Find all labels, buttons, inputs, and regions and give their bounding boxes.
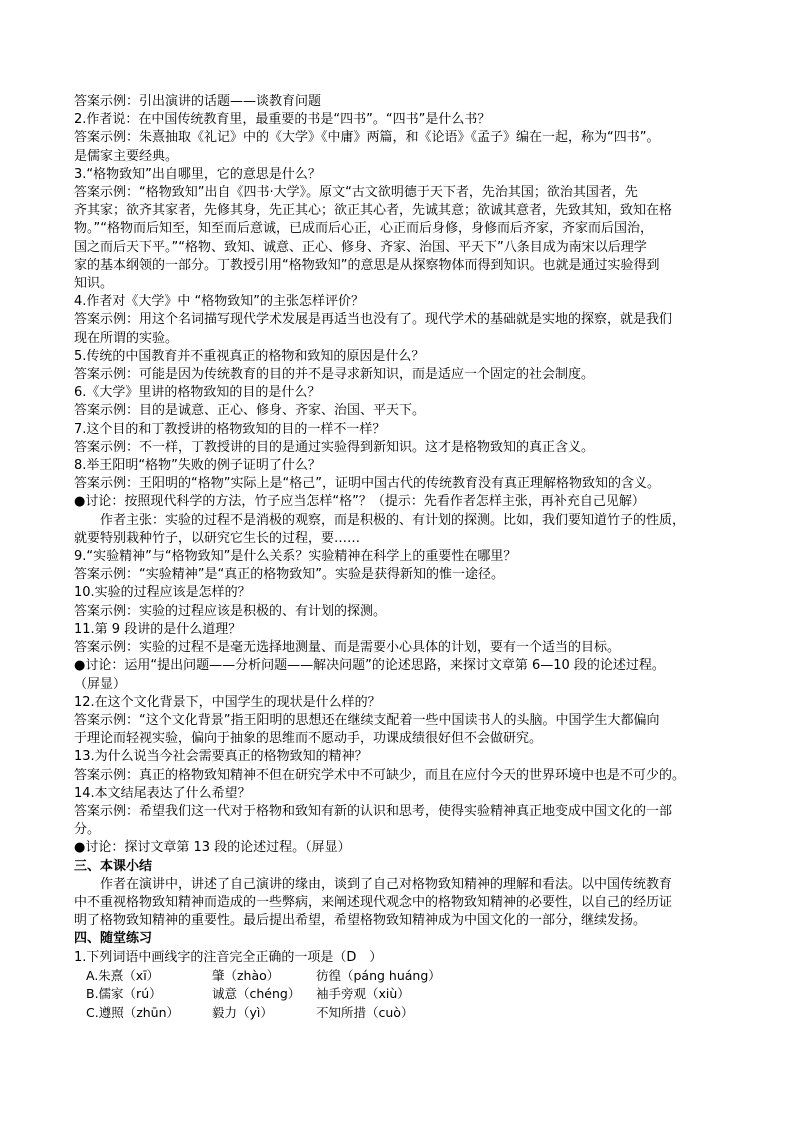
section-heading-practice: 四、随堂练习 bbox=[74, 931, 153, 947]
question-12: 12.在这个文化背景下，中国学生的现状是什么样的？ bbox=[74, 694, 381, 710]
discussion-line: ●讨论：按照现代科学的方法，竹子应当怎样“格”？（提示：先看作者怎样主张，再补充自己见解） bbox=[74, 494, 645, 510]
question-10: 10.实验的过程应该是怎样的？ bbox=[74, 585, 251, 601]
answer-line: 答案示例：目的是诚意、正心、修身、齐家、治国、平天下。 bbox=[74, 403, 426, 419]
author-view-line: 就要特别栽种竹子，以研究它生长的过程，要…… bbox=[74, 530, 361, 546]
answer-line: 答案示例：真正的格物致知精神不但在研究学术中不可缺少，而且在应付今天的世界环境中也是不可少的。 bbox=[74, 767, 686, 783]
option-word: 袖手旁观（xiù） bbox=[316, 986, 410, 1002]
answer-option-b bbox=[74, 985, 724, 1004]
answer-line: 答案示例：王阳明的“格物”实际上是“格己”，证明中国古代的传统教育没有真正理解格物致知的含义。 bbox=[74, 476, 660, 492]
option-word: 毅力（yì） bbox=[212, 1004, 273, 1020]
answer-option-c bbox=[74, 1004, 724, 1023]
answer-line: 答案示例：“这个文化背景”指王阳明的思想还在继续支配着一些中国读书人的头脑。中国学生大都偏向 bbox=[74, 712, 660, 728]
option-word: 不知所措（cuò） bbox=[316, 1004, 414, 1020]
discussion-line: ●讨论：探讨文章第 13 段的论述过程。（屏显） bbox=[74, 840, 351, 856]
summary-line: 明了格物致知精神的重要性。最后提出希望，希望格物致知精神成为中国文化的一部分，继续发扬。 bbox=[74, 913, 647, 929]
question-11: 11.第 9 段讲的是什么道理？ bbox=[74, 621, 242, 637]
section-heading-summary: 三、本课小结 bbox=[74, 858, 153, 874]
answer-line: 答案示例：“实验精神”是“真正的格物致知”。实验是获得新知的惟一途径。 bbox=[74, 567, 504, 583]
summary-line: 中不重视格物致知精神而造成的一些弊病，来阐述现代观念中的格物致知精神的必要性，以自己的经历证 bbox=[74, 894, 673, 910]
document-body bbox=[74, 93, 724, 1022]
option-word: A.朱熹（xī） bbox=[86, 967, 160, 983]
discussion-line: （屏显） bbox=[74, 676, 127, 692]
answer-line: 答案示例：“格物致知”出自《四书·大学》。原文“古文欲明德于天下者，先治其国；欲治其国者，先 bbox=[74, 185, 638, 201]
author-view-line: 作者主张：实验的过程不是消极的观察，而是积极的、有计划的探测。比如，我们要知道竹子的性质， bbox=[100, 512, 686, 528]
question-9: 9.“实验精神”与“格物致知”是什么关系？实验精神在科学上的重要性在哪里？ bbox=[74, 549, 517, 565]
question-4: 4.作者对《大学》中 “格物致知”的主张怎样评价？ bbox=[74, 294, 365, 310]
answer-line: 齐其家；欲齐其家者，先修其身，先正其心；欲正其心者，先诚其意；欲诚其意者，先致其知，致知在格 bbox=[74, 203, 673, 219]
answer-line: 家的基本纲领的一部分。丁教授引用“格物致知”的意思是从探察物体而得到知识。也就是通过实验得到 bbox=[74, 257, 660, 273]
discussion-line: ●讨论：运用“提出问题——分析问题——解决问题”的论述思路，来探讨文章第 6—10 段的论述过程。 bbox=[74, 658, 665, 674]
answer-line: 答案示例：实验的过程应该是积极的、有计划的探测。 bbox=[74, 603, 387, 619]
summary-line: 作者在演讲中，讲述了自己演讲的缘由，谈到了自己对格物致知精神的理解和看法。以中国传统教育 bbox=[100, 876, 673, 892]
answer-line: 答案示例：用这个名词描写现代学术发展是再适当也没有了。现代学术的基础就是实地的探察，就是我们 bbox=[74, 312, 673, 328]
question-5: 5.传统的中国教育并不重视真正的格物和致知的原因是什么？ bbox=[74, 348, 425, 364]
answer-line: 知识。 bbox=[74, 276, 114, 292]
answer-line: 答案示例：希望我们这一代对于格物和致知有新的认识和思考，使得实验精神真正地变成中国文化的一部 bbox=[74, 803, 673, 819]
answer-line: 答案示例：朱熹抽取《礼记》中的《大学》《中庸》两篇，和《论语》《孟子》编在一起，称为“四书”。 bbox=[74, 130, 660, 146]
answer-option-a bbox=[74, 967, 724, 986]
question-6: 6.《大学》里讲的格物致知的目的是什么？ bbox=[74, 385, 321, 401]
option-word: B.儒家（rú） bbox=[86, 986, 162, 1002]
question-3: 3.“格物致知”出自哪里，它的意思是什么？ bbox=[74, 166, 321, 182]
question-7: 7.这个目的和丁教授讲的格物致知的目的一样不一样？ bbox=[74, 421, 386, 437]
option-word: 彷徨（páng huáng） bbox=[316, 967, 441, 983]
answer-line: 于理论而轻视实验，偏向于抽象的思维而不愿动手，功课成绩很好但不会做研究。 bbox=[74, 731, 543, 747]
answer-line: 答案示例：引出演讲的话题——谈教育问题 bbox=[74, 94, 322, 109]
question-8: 8.举王阳明“格物”失败的例子证明了什么？ bbox=[74, 458, 321, 474]
answer-line: 国之而后天下平。”“格物、致知、诚意、正心、修身、齐家、治国、平天下”八条目成为南宋以后理学 bbox=[74, 239, 647, 255]
answer-line: 答案示例：实验的过程不是毫无选择地测量、而是需要小心具体的计划，要有一个适当的目标。 bbox=[74, 640, 621, 656]
option-word: C.遵照（zhūn） bbox=[86, 1004, 180, 1020]
answer-line: 物。”“格物而后知至，知至而后意诚，已成而后心正，心正而后身修，身修而后齐家，齐家而后国治， bbox=[74, 221, 653, 237]
option-word: 诚意（chéng） bbox=[212, 986, 301, 1002]
question-14: 14.本文结尾表达了什么希望？ bbox=[74, 785, 251, 801]
answer-line: 是儒家主要经典。 bbox=[74, 148, 179, 164]
question-2: 2.作者说：在中国传统教育里，最重要的书是“四书”。“四书”是什么书？ bbox=[74, 112, 491, 128]
option-word: 肇（zhào） bbox=[212, 967, 280, 983]
practice-question-1: 1.下列词语中画线字的注音完全正确的一项是（D ） bbox=[74, 949, 383, 965]
answer-line: 答案示例：不一样，丁教授讲的目的是通过实验得到新知识。这才是格物致知的真正含义。 bbox=[74, 439, 595, 455]
answer-line: 现在所谓的实验。 bbox=[74, 330, 179, 346]
question-13: 13.为什么说当今社会需要真正的格物致知的精神？ bbox=[74, 749, 368, 765]
answer-line: 答案示例：可能是因为传统教育的目的并不是寻求新知识，而是适应一个固定的社会制度。 bbox=[74, 367, 595, 383]
answer-line: 分。 bbox=[74, 822, 101, 838]
